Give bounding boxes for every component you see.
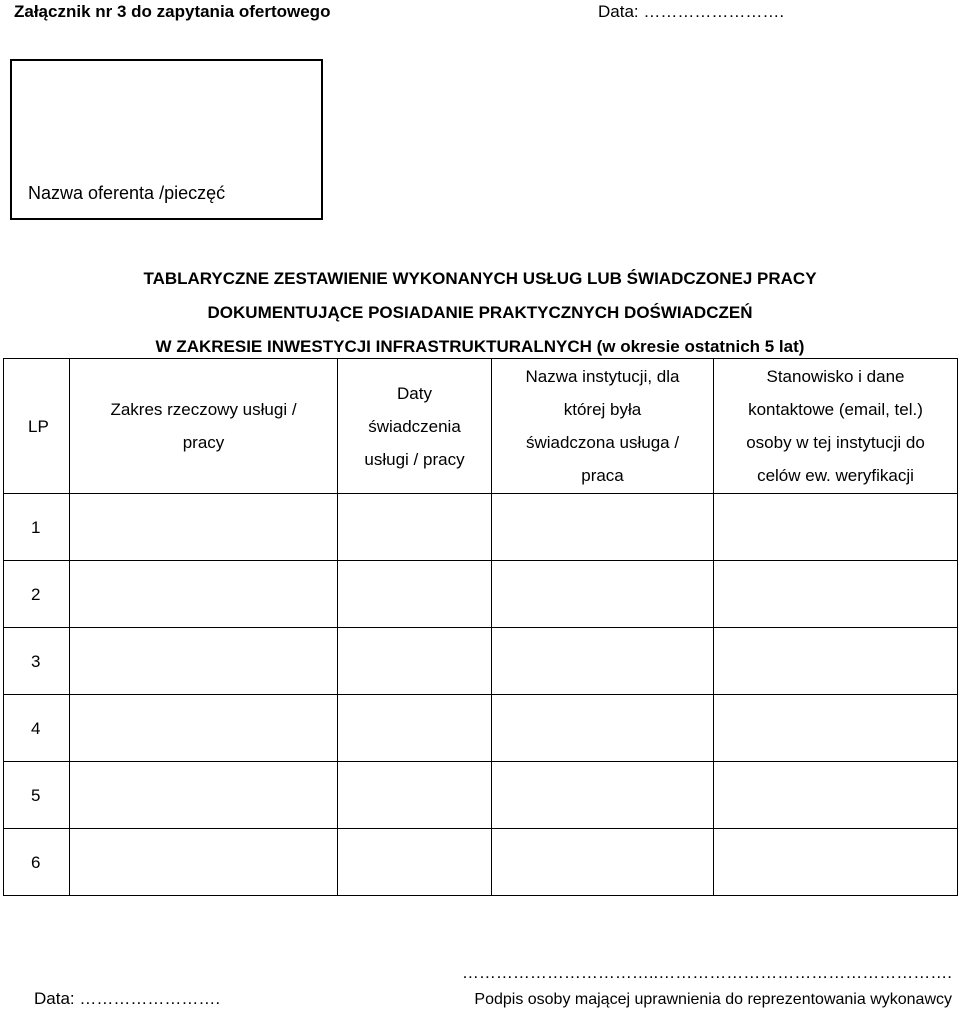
- header-date-field: Data: …………………….: [598, 2, 785, 21]
- dates-cell[interactable]: [338, 628, 492, 695]
- header-contact-line: osoby w tej instytucji do: [746, 433, 925, 452]
- institution-cell[interactable]: [492, 628, 714, 695]
- scope-cell[interactable]: [70, 494, 338, 561]
- header-institution-line: której była: [563, 400, 642, 419]
- header-institution-line: Nazwa instytucji, dla: [525, 367, 680, 386]
- contact-cell[interactable]: [714, 762, 958, 829]
- header-scope: [70, 359, 338, 494]
- signature-line: ……………………………..…………………………………………….: [461, 963, 952, 982]
- row-number: 4: [4, 695, 70, 762]
- header-lp-label: LP: [28, 416, 49, 436]
- institution-cell[interactable]: [492, 762, 714, 829]
- dates-cell[interactable]: [338, 762, 492, 829]
- header-scope-line: pracy: [182, 433, 225, 452]
- scope-cell[interactable]: [70, 762, 338, 829]
- scope-cell[interactable]: [70, 561, 338, 628]
- table-row: [4, 561, 958, 628]
- institution-cell[interactable]: [492, 829, 714, 896]
- signature-label: Podpis osoby mającej uprawnienia do reprezentowania wykonawcy: [474, 991, 952, 1008]
- contact-cell[interactable]: [714, 628, 958, 695]
- stamp-label: Nazwa oferenta /pieczęć: [28, 183, 226, 203]
- scope-cell[interactable]: [70, 628, 338, 695]
- institution-cell[interactable]: [492, 494, 714, 561]
- experience-table: [3, 358, 958, 896]
- scope-cell[interactable]: [70, 829, 338, 896]
- contact-cell[interactable]: [714, 695, 958, 762]
- header-institution: [492, 359, 714, 494]
- header-dates-line: świadczenia: [368, 416, 461, 436]
- header-institution-line: świadczona usługa /: [525, 433, 680, 452]
- header-lp: [4, 359, 70, 494]
- contact-cell[interactable]: [714, 829, 958, 896]
- contact-cell[interactable]: [714, 561, 958, 628]
- title-line-3: W ZAKRESIE INWESTYCJI INFRASTRUKTURALNYCH (w okresie ostatnich 5 lat): [155, 337, 805, 356]
- dates-cell[interactable]: [338, 829, 492, 896]
- header-contact-line: celów ew. weryfikacji: [757, 466, 914, 485]
- header-institution-line: praca: [581, 466, 624, 485]
- header-dates-line: usługi / pracy: [364, 449, 465, 469]
- footer-date-field: Data: …………………….: [34, 989, 221, 1008]
- dates-cell[interactable]: [338, 695, 492, 762]
- row-number: 6: [4, 829, 70, 896]
- title-line-2: DOKUMENTUJĄCE POSIADANIE PRAKTYCZNYCH DOŚWIADCZEŃ: [207, 303, 753, 322]
- header-contact: [714, 359, 958, 494]
- institution-cell[interactable]: [492, 695, 714, 762]
- header-contact-line: Stanowisko i dane: [766, 367, 905, 386]
- header-scope-line: Zakres rzeczowy usługi /: [110, 400, 297, 419]
- document-title: [0, 262, 960, 364]
- row-number: 2: [4, 561, 70, 628]
- dates-cell[interactable]: [338, 561, 492, 628]
- row-number: 1: [4, 494, 70, 561]
- title-line-1: TABLARYCZNE ZESTAWIENIE WYKONANYCH USŁUG LUB ŚWIADCZONEJ PRACY: [143, 269, 817, 288]
- table-row: [4, 695, 958, 762]
- table-row: [4, 829, 958, 896]
- attachment-title: Załącznik nr 3 do zapytania ofertowego: [14, 2, 331, 21]
- table-header-row: [4, 359, 958, 494]
- contact-cell[interactable]: [714, 494, 958, 561]
- institution-cell[interactable]: [492, 561, 714, 628]
- table-row: [4, 628, 958, 695]
- stamp-box: [10, 59, 323, 220]
- row-number: 5: [4, 762, 70, 829]
- table-row: [4, 762, 958, 829]
- table-row: [4, 494, 958, 561]
- dates-cell[interactable]: [338, 494, 492, 561]
- header-contact-line: kontaktowe (email, tel.): [748, 400, 923, 419]
- row-number: 3: [4, 628, 70, 695]
- scope-cell[interactable]: [70, 695, 338, 762]
- header-dates-line: Daty: [397, 383, 432, 403]
- header-dates: [338, 359, 492, 494]
